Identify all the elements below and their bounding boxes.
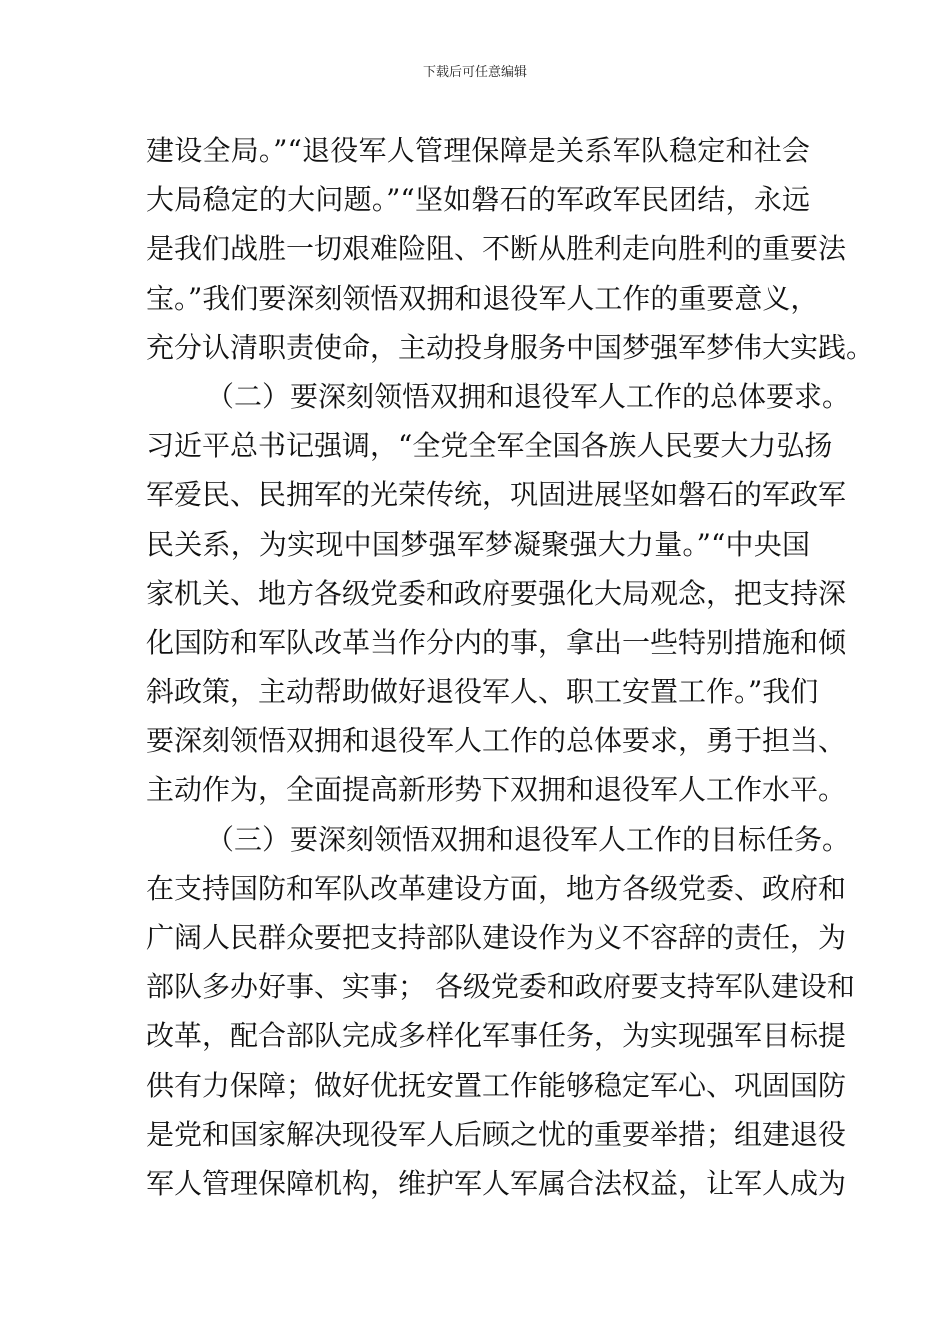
text-line: 充分认清职责使命，主动投身服务中国梦强军梦伟大实践。 [146, 330, 875, 364]
text-line: 主动作为，全面提高新形势下双拥和退役军人工作水平。 [146, 773, 847, 807]
text-line: 斜政策，主动帮助做好退役军人、职工安置工作。”我们 [146, 675, 819, 709]
document-body [146, 126, 875, 1208]
text-line: 化国防和军队改革当作分内的事，拿出一些特别措施和倾 [146, 625, 847, 659]
text-line: 是我们战胜一切艰难险阻、不断从胜利走向胜利的重要法 [146, 232, 847, 266]
text-line: 供有力保障；做好优抚安置工作能够稳定军心、巩固国防 [146, 1068, 847, 1102]
text-line: 民关系，为实现中国梦强军梦凝聚强大力量。”“中央国 [146, 527, 810, 561]
section-heading: （三）要深刻领悟双拥和退役军人工作的目标任务。 [206, 822, 851, 856]
text-line: 家机关、地方各级党委和政府要强化大局观念，把支持深 [146, 576, 847, 610]
text-line: 是党和国家解决现役军人后顾之忧的重要举措；组建退役 [146, 1117, 847, 1151]
text-line: 军爱民、民拥军的光荣传统，巩固进展坚如磐石的军政军 [146, 478, 847, 512]
text-line: 广阔人民群众要把支持部队建设作为义不容辞的责任，为 [146, 921, 847, 954]
text-line: 习近平总书记强调，“全党全军全国各族人民要大力弘扬 [146, 429, 833, 463]
text-line: 大局稳定的大问题。”“坚如磐石的军政军民团结，永远 [146, 183, 810, 217]
text-line: 军人管理保障机构，维护军人军属合法权益，让军人成为 [146, 1166, 847, 1200]
text-line: 部队多办好事、实事； 各级党委和政府要支持军队建设和 [146, 970, 855, 1004]
text-line: 建设全局。”“退役军人管理保障是关系军队稳定和社会 [146, 134, 810, 167]
section-heading: （二）要深刻领悟双拥和退役军人工作的总体要求。 [206, 379, 851, 413]
text-line: 在支持国防和军队改革建设方面，地方各级党委、政府和 [146, 871, 847, 905]
text-line: 改革，配合部队完成多样化军事任务，为实现强军目标提 [146, 1019, 847, 1053]
text-line: 宝。”我们要深刻领悟双拥和退役军人工作的重要意义， [146, 281, 819, 315]
text-line: 要深刻领悟双拥和退役军人工作的总体要求，勇于担当、 [146, 724, 847, 758]
page-header: 下载后可任意编辑 [422, 65, 527, 80]
